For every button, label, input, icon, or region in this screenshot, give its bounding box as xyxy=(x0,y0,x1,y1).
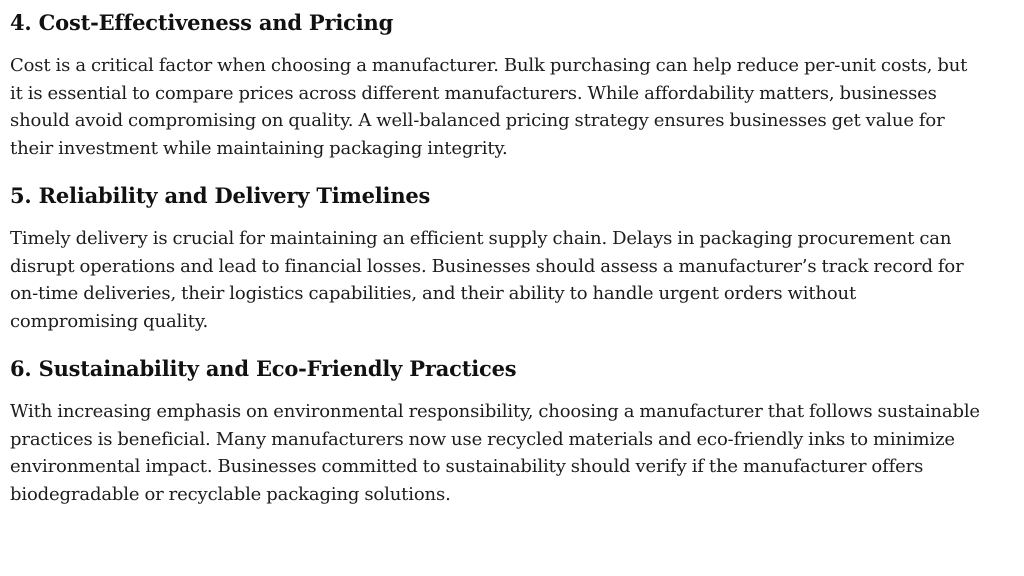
section-heading: 4. Cost-Effectiveness and Pricing xyxy=(10,10,394,35)
article-content xyxy=(10,8,980,527)
section-heading: 5. Reliability and Delivery Timelines xyxy=(10,183,431,208)
section-reliability-delivery xyxy=(10,181,980,335)
section-cost-effectiveness xyxy=(10,8,980,162)
section-paragraph: Timely delivery is crucial for maintaining an efficient supply chain. Delays in packaging procurement can disrupt operations and lead to financial losses. Businesses should assess a manufacturer’s track record for on-time deliveries, their logistics capabilities, and their ability to handle urgent orders without compromising quality. xyxy=(10,228,964,332)
section-paragraph: With increasing emphasis on environmental responsibility, choosing a manufacturer that follows sustainable practices is beneficial. Many manufacturers now use recycled materials and eco-friendly inks to minimize environmental impact. Businesses committed to sustainability should verify if the manufacturer offers biodegradable or recyclable packaging solutions. xyxy=(10,401,980,505)
section-sustainability xyxy=(10,354,980,508)
section-heading: 6. Sustainability and Eco-Friendly Practices xyxy=(10,356,517,381)
section-paragraph: Cost is a critical factor when choosing a manufacturer. Bulk purchasing can help reduce per-unit costs, but it is essential to compare prices across different manufacturers. While affordability matters, businesses should avoid compromising on quality. A well-balanced pricing strategy ensures businesses get value for their investment while maintaining packaging integrity. xyxy=(10,55,968,159)
